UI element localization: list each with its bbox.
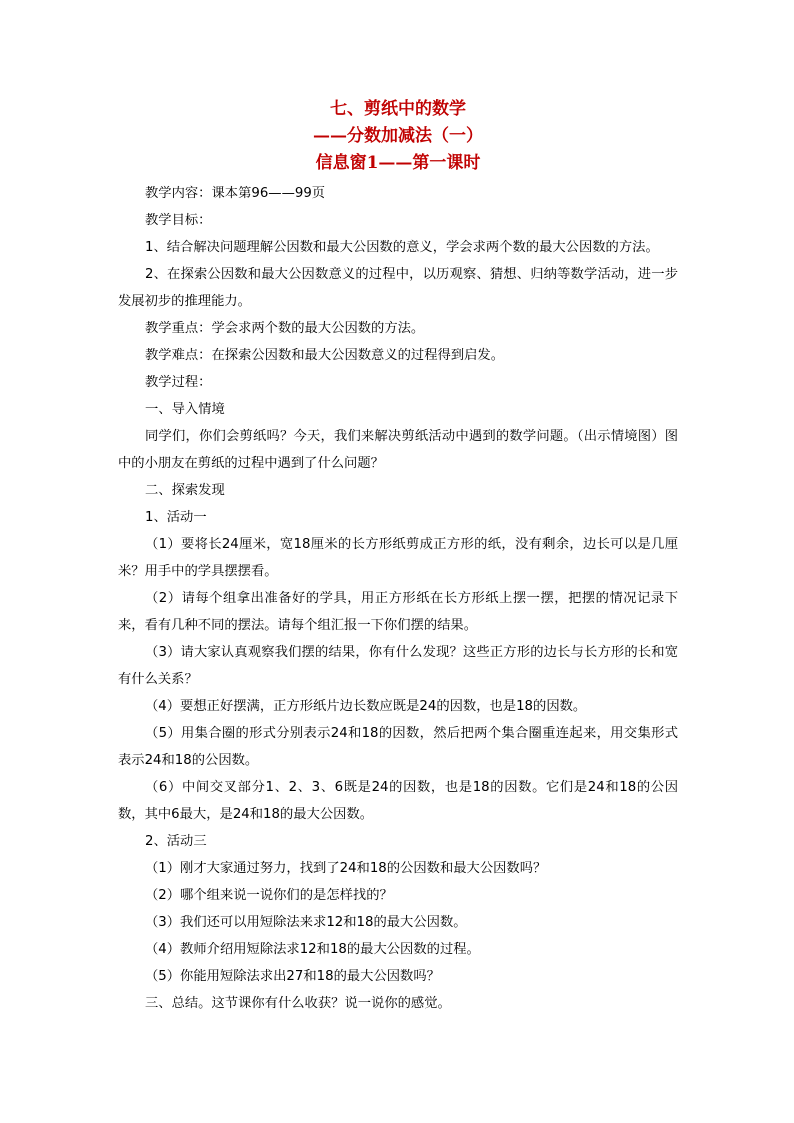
teaching-difficulty: 教学难点：在探索公因数和最大公因数意义的过程得到启发。: [145, 348, 505, 363]
title-block: [118, 96, 678, 177]
activity-1-step-4: （4）要想正好摆满，正方形纸片边长数应既是24的因数，也是18的因数。: [145, 699, 587, 714]
main-title: 七、剪纸中的数学: [330, 99, 466, 119]
teaching-process-heading: 教学过程：: [145, 375, 212, 390]
activity-1-heading: 1、活动一: [145, 510, 207, 525]
document-page: [118, 96, 678, 1017]
activity-1-step-5: （5）用集合圈的形式分别表示24和18的因数，然后把两个集合圈重连起来，用交集形式表示24和18的公因数。: [118, 726, 678, 768]
teaching-content: 教学内容：课本第96——99页: [145, 186, 326, 201]
lesson-title: 信息窗1——第一课时: [315, 153, 481, 173]
activity-3-step-4: （4）教师介绍用短除法求12和18的最大公因数的过程。: [145, 942, 480, 957]
goal-1: 1、结合解决问题理解公因数和最大公因数的意义，学会求两个数的最大公因数的方法。: [145, 240, 659, 255]
activity-3-heading: 2、活动三: [145, 834, 207, 849]
activity-3-step-5: （5）你能用短除法求出27和18的最大公因数吗？: [145, 969, 440, 984]
activity-3-step-3: （3）我们还可以用短除法来求12和18的最大公因数。: [145, 915, 467, 930]
goal-2: 2、在探索公因数和最大公因数意义的过程中，以历观察、猜想、归纳等数学活动，进一步发展初步的推理能力。: [118, 267, 678, 309]
teaching-goals-heading: 教学目标：: [145, 213, 212, 228]
activity-1-step-3: （3）请大家认真观察我们摆的结果，你有什么发现？这些正方形的边长与长方形的长和宽有什么关系？: [118, 645, 678, 687]
section-heading-1: 一、导入情境: [145, 402, 225, 417]
activity-1-step-1: （1）要将长24厘米，宽18厘米的长方形纸剪成正方形的纸，没有剩余，边长可以是几厘米？用手中的学具摆摆看。: [118, 537, 678, 579]
summary: 三、总结。这节课你有什么收获？说一说你的感觉。: [145, 996, 451, 1011]
teaching-focus: 教学重点：学会求两个数的最大公因数的方法。: [145, 321, 425, 336]
activity-3-step-2: （2）哪个组来说一说你们的是怎样找的？: [145, 888, 393, 903]
activity-3-step-1: （1）刚才大家通过努力，找到了24和18的公因数和最大公因数吗？: [145, 861, 547, 876]
activity-1-step-6: （6）中间交叉部分1、2、3、6既是24的因数，也是18的因数。它们是24和18的公因数，其中6最大，是24和18的最大公因数。: [118, 780, 678, 822]
subtitle: ——分数加减法（一）: [313, 126, 483, 146]
section-heading-2: 二、探索发现: [145, 483, 225, 498]
lesson-content: [118, 180, 678, 1017]
intro-paragraph: 同学们，你们会剪纸吗？今天，我们来解决剪纸活动中遇到的数学问题。（出示情境图）图中的小朋友在剪纸的过程中遇到了什么问题？: [118, 429, 678, 471]
activity-1-step-2: （2）请每个组拿出准备好的学具，用正方形纸在长方形纸上摆一摆，把摆的情况记录下来，看有几种不同的摆法。请每个组汇报一下你们摆的结果。: [118, 591, 678, 633]
